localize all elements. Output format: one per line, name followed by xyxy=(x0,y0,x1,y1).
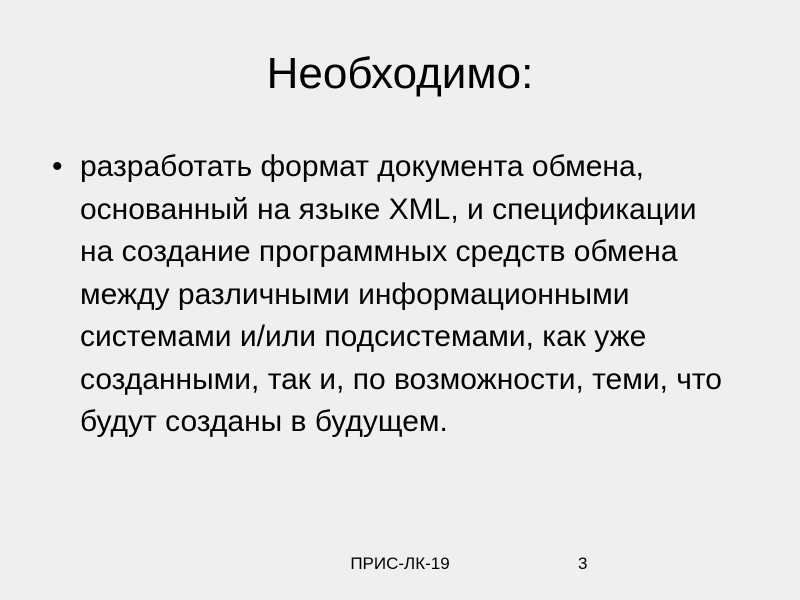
bullet-item xyxy=(48,146,738,444)
bullet-marker-icon: • xyxy=(52,150,63,183)
slide-title: Необходимо: xyxy=(266,49,534,98)
bullet-text: разработать формат документа обмена, основанный на языке XML, и спецификации на создание программных средств обмена между различными информационными системами и/или подсистемами, как уже созданными, так и, по возможности, теми, что будут созданы в будущем. xyxy=(80,150,722,438)
page-number: 3 xyxy=(578,554,588,573)
footer-label: ПРИС-ЛК-19 xyxy=(350,554,450,573)
bullet-list xyxy=(48,146,738,444)
